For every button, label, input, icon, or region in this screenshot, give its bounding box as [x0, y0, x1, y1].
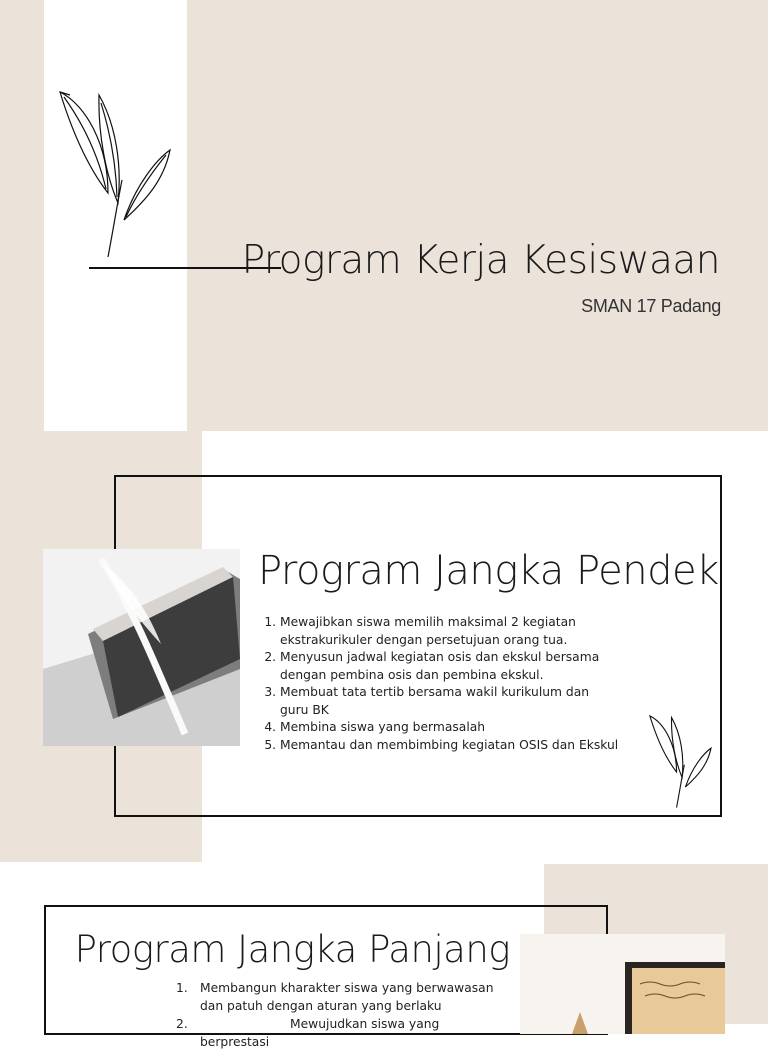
list-item: [170, 1015, 510, 1051]
list-item: 4. Membina siswa yang bermasalah: [280, 719, 620, 737]
short-term-program-list: [262, 614, 620, 754]
list-text: Membangun kharakter siswa yang berwawasan dan patuh dengan aturan yang berlaku: [200, 981, 494, 1013]
slide3-title: Program Jangka Panjang: [74, 928, 510, 971]
leaf-branch-icon: [645, 712, 717, 812]
slide2-title: Program Jangka Pendek: [258, 548, 719, 594]
long-term-program-list: [170, 979, 510, 1051]
list-item: 1. Mewajibkan siswa memilih maksimal 2 kegiatan ekstrakurikuler dengan persetujuan orang tua.: [280, 614, 620, 649]
slide1-title: Program Kerja Kesiswaan: [241, 238, 720, 283]
leaf-branch-icon: [56, 85, 176, 265]
old-notebook-photo: [520, 934, 725, 1034]
list-item: [170, 979, 510, 1015]
slide1-subtitle: SMAN 17 Padang: [581, 296, 721, 316]
list-number: 1.: [176, 981, 188, 995]
list-item: 3. Membuat tata tertib bersama wakil kurikulum dan guru BK: [280, 684, 620, 719]
quill-book-photo: [43, 549, 240, 746]
list-text: Mewujudkan siswa yang berprestasi: [200, 1017, 440, 1049]
list-number: 2.: [176, 1017, 188, 1031]
list-item: 5. Memantau dan membimbing kegiatan OSIS dan Ekskul: [280, 737, 620, 755]
list-item: 2. Menyusun jadwal kegiatan osis dan ekskul bersama dengan pembina osis dan pembina ekskul.: [280, 649, 620, 684]
